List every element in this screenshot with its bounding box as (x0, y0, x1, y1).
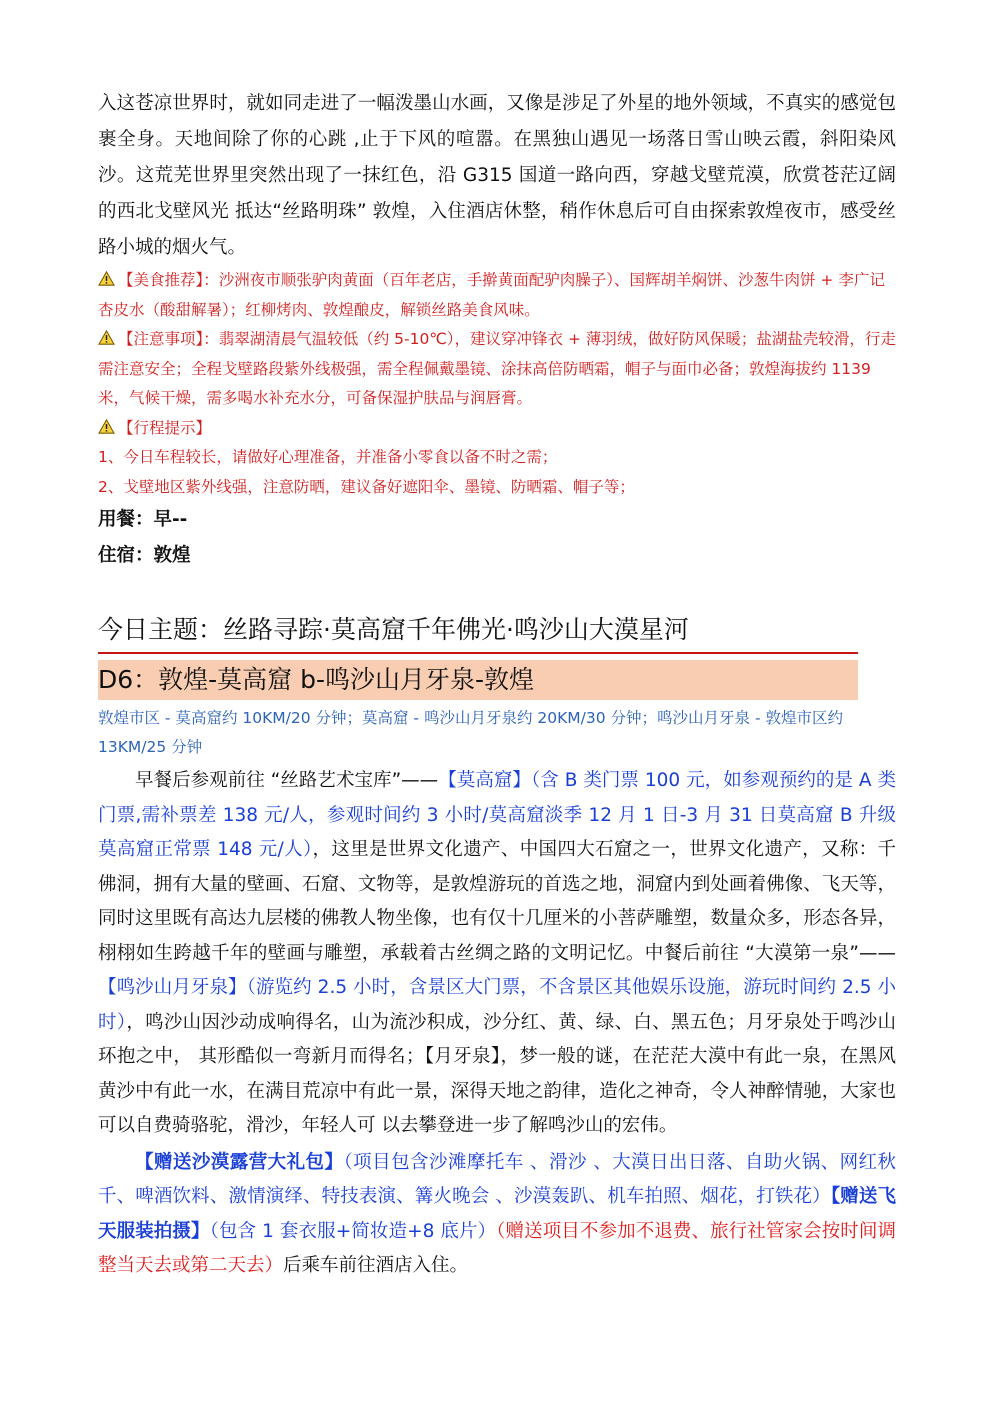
lodging-line: 住宿：敦煌 (98, 545, 191, 566)
mingsha-name: 【鸣沙山月牙泉】 (98, 977, 247, 998)
food-note (98, 266, 896, 325)
route-info: 敦煌市区 - 莫高窟约 10KM/20 分钟；莫高窟 - 鸣沙山月牙泉约 20KM/30 分钟；鸣沙山月牙泉 - 敦煌市区约 13KM/25 分钟 (98, 709, 843, 756)
mingsha-desc: ，鸣沙山因沙动成响得名，山为流沙积成，沙分红、黄、绿、白、黑五色；月牙泉处于鸣沙山环抱之中， 其形酷似一弯新月而得名；【月牙泉】，梦一般的谜，在茫茫大漠中有此一泉，在黑风黄沙中有此一水，在满目荒凉中有此一景，深得天地之韵律，造化之神奇，令人神醉情驰，大家也可以自费骑骆驼，滑沙，年轻人可 以去攀登进一步了解鸣沙山的宏伟。 (98, 1011, 896, 1136)
camp-gift-items: （项目包含沙滩摩托车 、滑沙 、大漠日出日落、自助火锅、网红秋千、啤酒饮料、激情演绎、特技表演、篝火晚会 、沙漠轰趴、机车拍照、烟花，打铁花） (98, 1151, 896, 1207)
trip-tip-item: 1、今日车程较长，请做好心理准备，并准备小零食以备不时之需； (98, 448, 558, 466)
mogao-name: 【莫高窟】 (438, 770, 531, 791)
warning-icon (98, 419, 115, 434)
day-title-band: D6：敦煌-莫高窟 b-鸣沙山月牙泉-敦煌 (98, 660, 858, 700)
photo-gift-items: （包含 1 套衣服+简妆造+8 底片） (209, 1220, 497, 1242)
intro-paragraph: 入这苍凉世界时，就如同走进了一幅泼墨山水画，又像是涉足了外星的地外领域，不真实的感觉包裹全身。天地间除了你的心跳 ,止于下风的喧嚣。在黑独山遇见一场落日雪山映云霞，斜阳染风沙。这荒芜世界里突然出现了一抹红色，沿 G315 国道一路向西，穿越戈壁荒漠，欣赏苍茫辽阔的西北戈壁风光 抵达“丝路明珠” 敦煌，入住酒店休整，稍作休息后可自由探索敦煌夜市，感受丝路小城的烟火气。 (98, 93, 896, 258)
warning-icon (98, 330, 115, 345)
document-page (98, 86, 896, 1284)
mingsha-ticket: （游览约 2.5 小时，含景区大门票，不含景区其他娱乐设施，游玩时间约 2.5 小时） (98, 977, 896, 1033)
camp-gift-title: 【赠送沙漠露营大礼包】 (135, 1151, 344, 1173)
gift-ending: 后乘车前往酒店入住。 (283, 1255, 469, 1276)
trip-tip-item: 2、戈壁地区紫外线强，注意防晒，建议备好遮阳伞、墨镜、防晒霜、帽子等； (98, 477, 635, 496)
mogao-ticket: （含 B 类门票 100 元，如参观预约的是 A 类门票,需补票差 138 元/人，参观时间约 3 小时/莫高窟淡季 12 月 1 日-3 月 31 日莫高窟 B 升级莫高窟正常票 148 元/人） (98, 770, 896, 860)
day-theme-title: 今日主题：丝路寻踪·莫高窟千年佛光·鸣沙山大漠星河 (98, 610, 858, 654)
trip-tip-title: 【行程提示】 (118, 418, 212, 437)
warning-icon (98, 271, 115, 286)
trip-tip-heading (98, 414, 896, 444)
gift-paragraph (98, 1146, 896, 1284)
gift-disclaimer: （赠送项目不参加不退费、旅行社管家会按时间调整当天去或第二天去） (98, 1220, 896, 1276)
caution-note (98, 325, 896, 414)
mogao-desc: ，这里是世界文化遗产、中国四大石窟之一，世界文化遗产，又称：千佛洞，拥有大量的壁画、石窟、文物等，是敦煌游玩的首选之地，洞窟内到处画着佛像、飞天等，同时这里既有高达九层楼的佛教人物坐像，也有仅十几厘米的小菩萨雕塑，数量众多，形态各异，栩栩如生跨越千年的壁画与雕塑，承载着古丝绸之路的文明记忆。中餐后前往 “大漠第一泉”—— (98, 839, 896, 964)
food-note-text: 【美食推荐】：沙洲夜市顺张驴肉黄面（百年老店，手擀黄面配驴肉臊子）、国辉胡羊焖饼、沙葱牛肉饼 + 李广记杏皮水（酸甜解暑）；红柳烤肉、敦煌酿皮，解锁丝路美食风味。 (98, 271, 885, 319)
mogao-lead: 早餐后参观前往 “丝路艺术宝库”—— (135, 770, 439, 791)
meals-line: 用餐：早-- (98, 509, 188, 530)
photo-gift-title: 【赠送飞天服装拍摄】 (98, 1186, 896, 1242)
caution-note-text: 【注意事项】：翡翠湖清晨气温较低（约 5-10℃），建议穿冲锋衣 + 薄羽绒，做好防风保暖；盐湖盐壳较滑，行走需注意安全；全程戈壁路段紫外线极强，需全程佩戴墨镜、涂抹高倍防晒霜，帽子与面巾必备；敦煌海拔约 1139 米，气候干燥，需多喝水补充水分，可备保湿护肤品与润唇膏。 (98, 330, 896, 407)
itinerary-paragraph (98, 764, 896, 1144)
